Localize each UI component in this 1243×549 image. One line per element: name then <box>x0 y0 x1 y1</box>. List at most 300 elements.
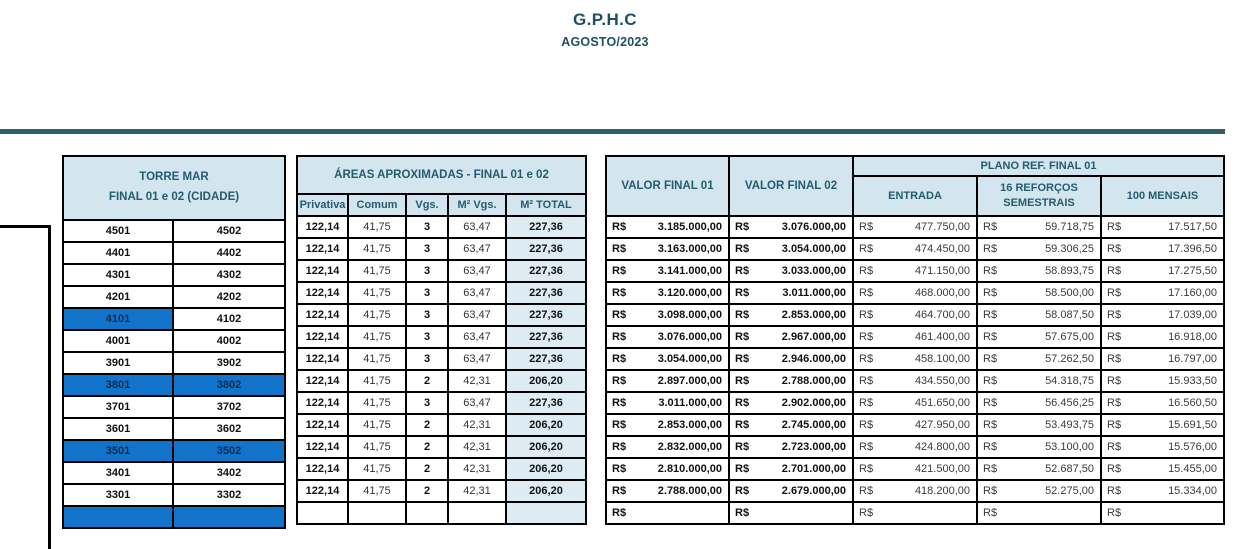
currency-symbol: R$ <box>612 485 627 497</box>
mensais-amount: 16.560,50 <box>1168 397 1217 409</box>
unit-final01-cell: 4301 <box>63 264 173 286</box>
vgs-cell: 2 <box>406 414 448 436</box>
currency-symbol: R$ <box>1107 419 1122 431</box>
entrada-cell <box>853 260 977 282</box>
currency-symbol: R$ <box>735 463 750 475</box>
mensais-cell <box>1101 392 1224 414</box>
comum-cell: 41,75 <box>348 348 406 370</box>
privativa-cell <box>297 502 348 524</box>
valor-final01-cell <box>606 480 729 502</box>
reforcos-amount: 57.675,00 <box>1045 331 1094 343</box>
privativa-cell: 122,14 <box>297 238 348 260</box>
tower-row <box>63 308 285 330</box>
m2vgs-cell: 63,47 <box>448 282 506 304</box>
tower-row <box>63 286 285 308</box>
unit-final02-cell <box>173 506 285 528</box>
areas-row <box>297 436 586 458</box>
currency-symbol: R$ <box>983 309 998 321</box>
currency-symbol: R$ <box>983 331 998 343</box>
currency-symbol: R$ <box>1107 485 1122 497</box>
privativa-cell: 122,14 <box>297 348 348 370</box>
privativa-cell: 122,14 <box>297 414 348 436</box>
m2total-cell: 227,36 <box>506 216 586 238</box>
tower-row <box>63 484 285 506</box>
areas-row <box>297 260 586 282</box>
reforcos-cell <box>977 282 1101 304</box>
vgs-cell: 2 <box>406 480 448 502</box>
reforcos-amount: 53.100,00 <box>1045 441 1094 453</box>
entrada-cell <box>853 458 977 480</box>
unit-final02-cell: 3702 <box>173 396 285 418</box>
valor-final02-cell <box>729 392 853 414</box>
valor-final01-amount: 3.185.000,00 <box>657 221 722 233</box>
col-header-mensais: 100 MENSAIS <box>1101 176 1224 216</box>
valor-final02-amount: 2.946.000,00 <box>781 353 846 365</box>
currency-symbol: R$ <box>612 243 627 255</box>
reforcos-amount: 58.087,50 <box>1045 309 1094 321</box>
tower-row <box>63 440 285 462</box>
valor-final01-amount: 3.163.000,00 <box>657 243 722 255</box>
comum-cell: 41,75 <box>348 458 406 480</box>
currency-symbol: R$ <box>983 463 998 475</box>
values-row <box>606 458 1224 480</box>
mensais-amount: 16.918,00 <box>1168 331 1217 343</box>
m2vgs-cell: 63,47 <box>448 392 506 414</box>
m2vgs-cell <box>448 502 506 524</box>
col-header-m2total: M² TOTAL <box>506 194 586 216</box>
valor-final01-cell <box>606 414 729 436</box>
reforcos-cell <box>977 238 1101 260</box>
currency-symbol: R$ <box>1107 375 1122 387</box>
valor-final02-amount: 3.033.000,00 <box>781 265 846 277</box>
cutoff-table-fragment <box>0 225 51 549</box>
m2total-cell <box>506 502 586 524</box>
currency-symbol: R$ <box>1107 287 1122 299</box>
valor-final02-amount: 2.723.000,00 <box>781 441 846 453</box>
m2vgs-cell: 63,47 <box>448 216 506 238</box>
valor-final02-amount: 2.967.000,00 <box>781 331 846 343</box>
values-header-row-1 <box>606 156 1224 176</box>
valor-final02-amount: 2.853.000,00 <box>781 309 846 321</box>
privativa-cell: 122,14 <box>297 282 348 304</box>
m2total-cell: 206,20 <box>506 436 586 458</box>
valor-final02-cell <box>729 436 853 458</box>
valor-final01-cell <box>606 370 729 392</box>
currency-symbol: R$ <box>859 309 874 321</box>
valor-final01-cell <box>606 282 729 304</box>
mensais-amount: 15.455,00 <box>1168 463 1217 475</box>
currency-symbol: R$ <box>983 243 998 255</box>
currency-symbol: R$ <box>735 287 750 299</box>
unit-final01-cell: 3801 <box>63 374 173 396</box>
currency-symbol: R$ <box>1107 463 1122 475</box>
values-row <box>606 326 1224 348</box>
unit-final02-cell: 3902 <box>173 352 285 374</box>
areas-row <box>297 392 586 414</box>
valor-final02-amount: 3.011.000,00 <box>782 287 846 299</box>
valor-final01-cell <box>606 458 729 480</box>
reforcos-amount: 52.275,00 <box>1045 485 1094 497</box>
unit-final02-cell: 4002 <box>173 330 285 352</box>
areas-row <box>297 282 586 304</box>
reforcos-cell <box>977 414 1101 436</box>
mensais-cell <box>1101 370 1224 392</box>
unit-final02-cell: 3802 <box>173 374 285 396</box>
currency-symbol: R$ <box>612 221 627 233</box>
unit-final01-cell: 3701 <box>63 396 173 418</box>
mensais-cell <box>1101 282 1224 304</box>
mensais-cell <box>1101 436 1224 458</box>
entrada-amount: 427.950,00 <box>914 419 970 431</box>
currency-symbol: R$ <box>735 375 750 387</box>
currency-symbol: R$ <box>735 221 750 233</box>
valor-final01-cell <box>606 216 729 238</box>
unit-final02-cell: 4402 <box>173 242 285 264</box>
currency-symbol: R$ <box>1107 507 1122 519</box>
currency-symbol: R$ <box>612 463 627 475</box>
currency-symbol: R$ <box>1107 353 1122 365</box>
currency-symbol: R$ <box>983 397 998 409</box>
currency-symbol: R$ <box>859 463 874 475</box>
areas-row <box>297 480 586 502</box>
vgs-cell: 2 <box>406 436 448 458</box>
areas-row <box>297 414 586 436</box>
valor-final02-cell <box>729 282 853 304</box>
m2vgs-cell: 42,31 <box>448 458 506 480</box>
vgs-cell: 3 <box>406 392 448 414</box>
entrada-cell <box>853 348 977 370</box>
tower-row <box>63 374 285 396</box>
unit-final02-cell: 4302 <box>173 264 285 286</box>
currency-symbol: R$ <box>983 441 998 453</box>
currency-symbol: R$ <box>1107 309 1122 321</box>
areas-title-cell: ÁREAS APROXIMADAS - FINAL 01 e 02 <box>297 156 586 194</box>
valor-final01-cell <box>606 502 729 524</box>
m2total-cell: 206,20 <box>506 458 586 480</box>
vgs-cell <box>406 502 448 524</box>
currency-symbol: R$ <box>612 309 627 321</box>
values-row <box>606 260 1224 282</box>
reforcos-amount: 53.493,75 <box>1045 419 1094 431</box>
unit-final01-cell: 3501 <box>63 440 173 462</box>
entrada-cell <box>853 436 977 458</box>
comum-cell: 41,75 <box>348 436 406 458</box>
values-row <box>606 348 1224 370</box>
areas-row <box>297 238 586 260</box>
values-row <box>606 480 1224 502</box>
currency-symbol: R$ <box>1107 441 1122 453</box>
mensais-amount: 17.396,50 <box>1168 243 1217 255</box>
values-row <box>606 238 1224 260</box>
currency-symbol: R$ <box>983 507 998 519</box>
reforcos-cell <box>977 326 1101 348</box>
m2total-cell: 206,20 <box>506 370 586 392</box>
entrada-amount: 477.750,00 <box>914 221 970 233</box>
valor-final02-cell <box>729 304 853 326</box>
currency-symbol: R$ <box>735 331 750 343</box>
valor-final02-cell <box>729 458 853 480</box>
vgs-cell: 3 <box>406 282 448 304</box>
unit-final02-cell: 3302 <box>173 484 285 506</box>
plano-ref-title-cell: PLANO REF. FINAL 01 <box>853 156 1224 176</box>
currency-symbol: R$ <box>1107 243 1122 255</box>
m2total-cell: 206,20 <box>506 480 586 502</box>
unit-final01-cell: 4501 <box>63 220 173 242</box>
currency-symbol: R$ <box>735 507 750 519</box>
valor-final02-cell <box>729 216 853 238</box>
valor-final01-cell <box>606 348 729 370</box>
unit-final02-cell: 3402 <box>173 462 285 484</box>
tower-row <box>63 506 285 528</box>
valor-final01-cell <box>606 260 729 282</box>
valor-final01-amount: 3.054.000,00 <box>657 353 722 365</box>
document-title: G.P.H.C <box>573 10 637 29</box>
valor-final01-amount: 3.076.000,00 <box>657 331 722 343</box>
unit-final02-cell: 4202 <box>173 286 285 308</box>
tower-finals: FINAL 01 e 02 (CIDADE) <box>108 191 240 203</box>
document-subtitle: AGOSTO/2023 <box>561 35 649 49</box>
vgs-cell: 2 <box>406 370 448 392</box>
reforcos-cell <box>977 458 1101 480</box>
currency-symbol: R$ <box>859 287 874 299</box>
reforcos-amount: 58.893,75 <box>1045 265 1094 277</box>
m2vgs-cell: 42,31 <box>448 370 506 392</box>
valor-final02-cell <box>729 326 853 348</box>
m2vgs-cell: 63,47 <box>448 304 506 326</box>
privativa-cell: 122,14 <box>297 304 348 326</box>
valor-final01-amount: 2.897.000,00 <box>657 375 722 387</box>
valor-final01-amount: 2.788.000,00 <box>657 485 722 497</box>
currency-symbol: R$ <box>983 287 998 299</box>
currency-symbol: R$ <box>735 243 750 255</box>
currency-symbol: R$ <box>859 221 874 233</box>
entrada-cell <box>853 502 977 524</box>
mensais-amount: 16.797,00 <box>1168 353 1217 365</box>
areas-table <box>296 155 587 525</box>
areas-subheader-row <box>297 194 586 216</box>
values-row <box>606 282 1224 304</box>
unit-final01-cell: 4401 <box>63 242 173 264</box>
entrada-cell <box>853 304 977 326</box>
mensais-amount: 17.039,00 <box>1168 309 1217 321</box>
valor-final01-amount: 2.832.000,00 <box>657 441 722 453</box>
mensais-cell <box>1101 502 1224 524</box>
currency-symbol: R$ <box>612 419 627 431</box>
valor-final02-cell <box>729 348 853 370</box>
values-row <box>606 392 1224 414</box>
comum-cell: 41,75 <box>348 304 406 326</box>
reforcos-amount: 52.687,50 <box>1045 463 1094 475</box>
entrada-amount: 418.200,00 <box>914 485 970 497</box>
currency-symbol: R$ <box>859 375 874 387</box>
currency-symbol: R$ <box>859 397 874 409</box>
entrada-amount: 424.800,00 <box>914 441 970 453</box>
currency-symbol: R$ <box>1107 331 1122 343</box>
areas-row <box>297 348 586 370</box>
col-header-comum: Comum <box>348 194 406 216</box>
currency-symbol: R$ <box>983 221 998 233</box>
valor-final02-amount: 3.076.000,00 <box>781 221 846 233</box>
entrada-amount: 451.650,00 <box>914 397 970 409</box>
comum-cell: 41,75 <box>348 370 406 392</box>
m2total-cell: 227,36 <box>506 348 586 370</box>
values-row <box>606 436 1224 458</box>
reforcos-amount: 54.318,75 <box>1045 375 1094 387</box>
m2total-cell: 206,20 <box>506 414 586 436</box>
entrada-cell <box>853 370 977 392</box>
reforcos-cell <box>977 392 1101 414</box>
entrada-cell <box>853 480 977 502</box>
m2total-cell: 227,36 <box>506 392 586 414</box>
currency-symbol: R$ <box>983 485 998 497</box>
currency-symbol: R$ <box>859 507 874 519</box>
tower-row <box>63 462 285 484</box>
currency-symbol: R$ <box>983 265 998 277</box>
tower-header-cell <box>63 156 285 220</box>
valor-final01-amount: 2.853.000,00 <box>657 419 722 431</box>
comum-cell: 41,75 <box>348 392 406 414</box>
comum-cell: 41,75 <box>348 414 406 436</box>
unit-final01-cell: 3601 <box>63 418 173 440</box>
entrada-amount: 458.100,00 <box>914 353 970 365</box>
entrada-cell <box>853 216 977 238</box>
valor-final01-cell <box>606 238 729 260</box>
areas-row <box>297 304 586 326</box>
currency-symbol: R$ <box>983 353 998 365</box>
m2vgs-cell: 42,31 <box>448 436 506 458</box>
privativa-cell: 122,14 <box>297 480 348 502</box>
tower-row <box>63 352 285 374</box>
m2total-cell: 227,36 <box>506 326 586 348</box>
areas-row <box>297 216 586 238</box>
entrada-cell <box>853 238 977 260</box>
reforcos-cell <box>977 436 1101 458</box>
currency-symbol: R$ <box>983 419 998 431</box>
unit-final02-cell: 4102 <box>173 308 285 330</box>
entrada-amount: 421.500,00 <box>914 463 970 475</box>
valor-final02-cell <box>729 414 853 436</box>
col-header-valor-final-01: VALOR FINAL 01 <box>606 156 729 216</box>
currency-symbol: R$ <box>735 441 750 453</box>
mensais-cell <box>1101 414 1224 436</box>
comum-cell: 41,75 <box>348 282 406 304</box>
vgs-cell: 3 <box>406 260 448 282</box>
currency-symbol: R$ <box>612 441 627 453</box>
col-header-privativa: Privativa <box>297 194 348 216</box>
valor-final01-cell <box>606 392 729 414</box>
vgs-cell: 3 <box>406 348 448 370</box>
entrada-cell <box>853 282 977 304</box>
m2vgs-cell: 63,47 <box>448 238 506 260</box>
mensais-cell <box>1101 348 1224 370</box>
comum-cell: 41,75 <box>348 238 406 260</box>
values-row <box>606 370 1224 392</box>
valor-final02-cell <box>729 480 853 502</box>
currency-symbol: R$ <box>1107 397 1122 409</box>
entrada-cell <box>853 326 977 348</box>
unit-final01-cell: 4001 <box>63 330 173 352</box>
currency-symbol: R$ <box>859 331 874 343</box>
tower-name: TORRE MAR <box>139 171 209 184</box>
mensais-cell <box>1101 480 1224 502</box>
valor-final02-amount: 2.701.000,00 <box>781 463 846 475</box>
reforcos-cell <box>977 480 1101 502</box>
entrada-amount: 474.450,00 <box>914 243 970 255</box>
m2total-cell: 227,36 <box>506 238 586 260</box>
mensais-amount: 15.334,00 <box>1168 485 1217 497</box>
valor-final01-amount: 3.098.000,00 <box>657 309 722 321</box>
entrada-amount: 468.000,00 <box>914 287 970 299</box>
unit-final01-cell: 3901 <box>63 352 173 374</box>
tower-row <box>63 396 285 418</box>
valor-final02-cell <box>729 370 853 392</box>
areas-title-row <box>297 156 586 194</box>
comum-cell <box>348 502 406 524</box>
valor-final01-amount: 3.011.000,00 <box>658 397 722 409</box>
currency-symbol: R$ <box>859 265 874 277</box>
reforcos-cell <box>977 502 1101 524</box>
privativa-cell: 122,14 <box>297 392 348 414</box>
vgs-cell: 3 <box>406 238 448 260</box>
currency-symbol: R$ <box>859 243 874 255</box>
vgs-cell: 3 <box>406 304 448 326</box>
currency-symbol: R$ <box>859 485 874 497</box>
m2vgs-cell: 63,47 <box>448 326 506 348</box>
valor-final02-cell <box>729 260 853 282</box>
unit-final02-cell: 3602 <box>173 418 285 440</box>
areas-row <box>297 326 586 348</box>
areas-row <box>297 502 586 524</box>
privativa-cell: 122,14 <box>297 436 348 458</box>
valor-final01-cell <box>606 436 729 458</box>
entrada-amount: 471.150,00 <box>914 265 970 277</box>
reforcos-amount: 59.718,75 <box>1045 221 1094 233</box>
m2total-cell: 227,36 <box>506 260 586 282</box>
privativa-cell: 122,14 <box>297 216 348 238</box>
mensais-cell <box>1101 260 1224 282</box>
currency-symbol: R$ <box>859 441 874 453</box>
currency-symbol: R$ <box>735 397 750 409</box>
currency-symbol: R$ <box>1107 221 1122 233</box>
valor-final02-amount: 2.902.000,00 <box>781 397 846 409</box>
unit-final01-cell: 4201 <box>63 286 173 308</box>
tower-row <box>63 418 285 440</box>
values-row <box>606 414 1224 436</box>
mensais-cell <box>1101 304 1224 326</box>
reforcos-cell <box>977 370 1101 392</box>
unit-final01-cell: 3301 <box>63 484 173 506</box>
valor-final02-amount: 2.788.000,00 <box>781 375 846 387</box>
m2total-cell: 227,36 <box>506 304 586 326</box>
vgs-cell: 3 <box>406 216 448 238</box>
comum-cell: 41,75 <box>348 260 406 282</box>
entrada-amount: 434.550,00 <box>914 375 970 387</box>
mensais-amount: 17.275,50 <box>1168 265 1217 277</box>
reforcos-amount: 57.262,50 <box>1045 353 1094 365</box>
mensais-amount: 17.160,00 <box>1168 287 1217 299</box>
document-header <box>0 10 1210 49</box>
valor-final01-amount: 3.141.000,00 <box>657 265 722 277</box>
tower-row <box>63 330 285 352</box>
reforcos-cell <box>977 348 1101 370</box>
values-row <box>606 502 1224 524</box>
col-header-entrada: ENTRADA <box>853 176 977 216</box>
unit-final01-cell <box>63 506 173 528</box>
reforcos-cell <box>977 216 1101 238</box>
reforcos-amount: 56.456,25 <box>1045 397 1094 409</box>
comum-cell: 41,75 <box>348 216 406 238</box>
entrada-cell <box>853 392 977 414</box>
